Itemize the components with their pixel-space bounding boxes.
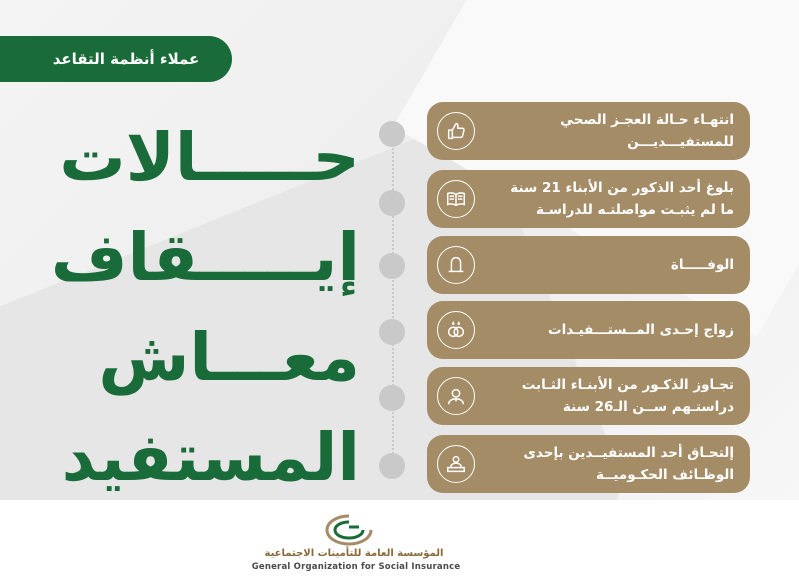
case-line: دراستـهم ســن الـ26 سنة — [562, 399, 734, 415]
case-line: ما لم يثبـت مواصلتـه للدراسـة — [535, 202, 734, 218]
title-line: إيـــــقاف — [50, 219, 360, 296]
case-line: للمستفيـــديـــن — [627, 134, 734, 150]
case-text — [475, 319, 734, 341]
case-text — [475, 442, 734, 486]
org-name-english: General Organization for Social Insurance — [251, 562, 461, 572]
case-line: إلتحـاق أحد المستفيــدين بإحدى — [523, 445, 734, 461]
timeline-line — [392, 121, 394, 466]
book-icon — [437, 180, 475, 218]
case-card-son-age-26 — [427, 367, 750, 425]
timeline-dot — [379, 385, 405, 411]
case-text — [475, 109, 734, 153]
case-card-health-disability — [427, 102, 750, 160]
case-card-death — [427, 236, 750, 294]
timeline-dot — [379, 319, 405, 345]
case-card-marriage — [427, 301, 750, 359]
case-card-son-age-21 — [427, 170, 750, 228]
page-title — [50, 108, 360, 508]
timeline-dot — [379, 253, 405, 279]
title-line: معـــاش — [98, 319, 360, 396]
case-line: الوظـائف الحكـوميــة — [595, 467, 734, 483]
timeline-dot — [379, 453, 405, 479]
title-line: حـــــالات — [59, 119, 360, 196]
rings-icon — [437, 311, 475, 349]
graduate-icon — [437, 377, 475, 415]
case-text — [475, 177, 734, 221]
category-pill: عملاء أنظمة التقاعد — [0, 36, 232, 82]
case-line: انتهـاء حـالة العجـز الصحي — [560, 112, 734, 128]
case-line: بلوغ أحد الذكور من الأبناء 21 سنة — [510, 180, 734, 196]
title-line: المستفيد — [61, 419, 360, 496]
office-worker-icon — [437, 445, 475, 483]
timeline-dot — [379, 190, 405, 216]
timeline-dot — [379, 121, 405, 147]
case-text — [475, 254, 734, 276]
case-card-government-job — [427, 435, 750, 493]
tombstone-icon — [437, 246, 475, 284]
case-line: الوفـــــاة — [670, 257, 734, 273]
thumbs-up-icon — [437, 112, 475, 150]
case-text — [475, 374, 734, 418]
case-line: تجـاوز الذكـور من الأبنـاء الثـابت — [521, 377, 734, 393]
case-line: زواج إحـدى المــستـــفيـدات — [548, 322, 734, 338]
gosi-logo-mark — [318, 514, 380, 546]
org-name-arabic: المؤسسة العامة للتأمينات الاجتماعية — [264, 548, 444, 559]
